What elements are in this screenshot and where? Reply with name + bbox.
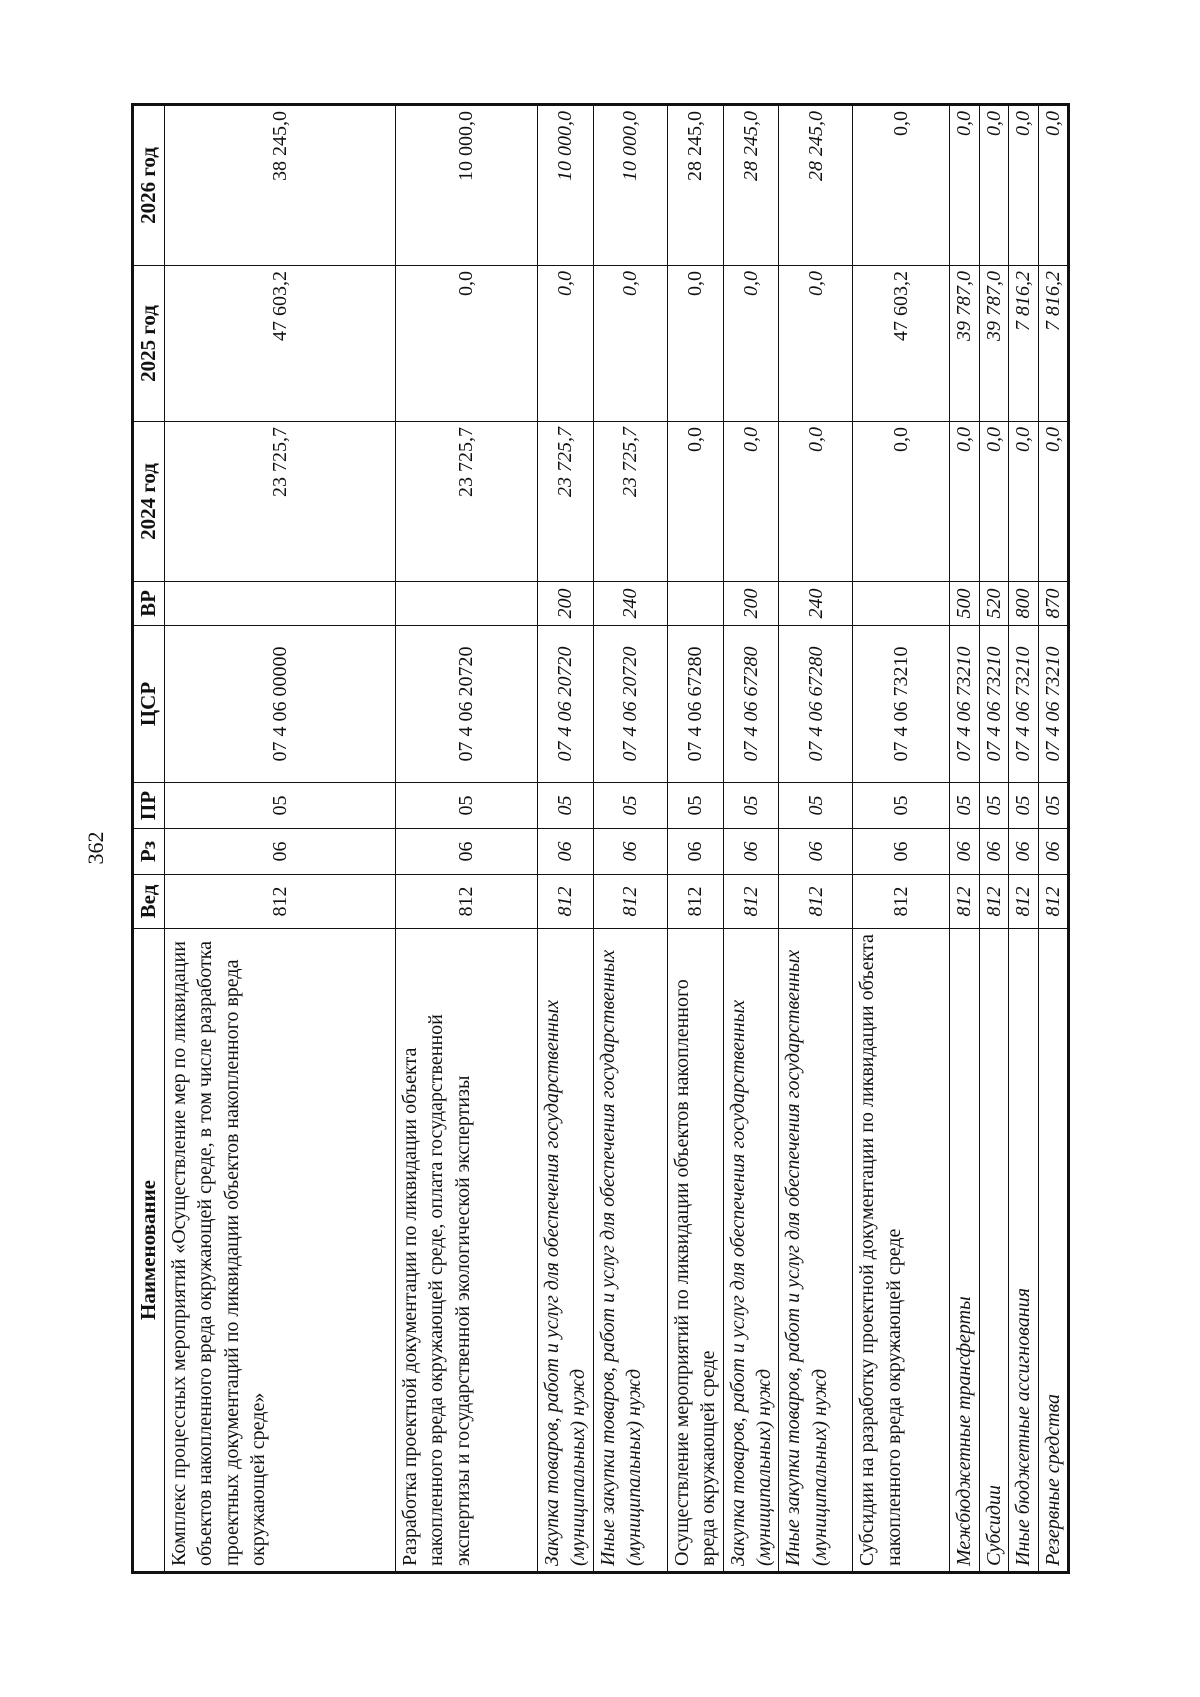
table-header-row <box>134 106 165 1572</box>
cell-2025: 7 816,2 <box>1038 266 1067 422</box>
cell-csr: 07 4 06 20720 <box>593 626 667 783</box>
cell-ved: 812 <box>165 875 396 929</box>
cell-2026: 28 245,0 <box>667 106 723 266</box>
cell-2026: 38 245,0 <box>165 106 396 266</box>
cell-rz: 06 <box>396 829 538 875</box>
cell-rz: 06 <box>1038 829 1067 875</box>
budget-table <box>133 105 1068 1572</box>
cell-2024: 0,0 <box>667 422 723 582</box>
header-2025: 2025 год <box>134 266 165 422</box>
table-row <box>979 106 1008 1572</box>
cell-ved: 812 <box>723 875 779 929</box>
cell-csr: 07 4 06 20720 <box>538 626 594 783</box>
header-2026: 2026 год <box>134 106 165 266</box>
cell-pr: 05 <box>950 783 979 829</box>
cell-ved: 812 <box>853 875 950 929</box>
cell-pr: 05 <box>853 783 950 829</box>
table-row <box>779 106 853 1572</box>
cell-2024: 0,0 <box>779 422 853 582</box>
cell-ved: 812 <box>950 875 979 929</box>
cell-ved: 812 <box>1009 875 1038 929</box>
cell-vr: 200 <box>538 582 594 626</box>
cell-vr <box>667 582 723 626</box>
cell-2024: 0,0 <box>853 422 950 582</box>
cell-2025: 47 603,2 <box>165 266 396 422</box>
cell-rz: 06 <box>723 829 779 875</box>
cell-pr: 05 <box>779 783 853 829</box>
cell-pr: 05 <box>667 783 723 829</box>
cell-pr: 05 <box>593 783 667 829</box>
cell-2026: 0,0 <box>1009 106 1038 266</box>
cell-2025: 0,0 <box>538 266 594 422</box>
table-row <box>853 106 950 1572</box>
cell-2025: 7 816,2 <box>1009 266 1038 422</box>
cell-2024: 23 725,7 <box>396 422 538 582</box>
cell-csr: 07 4 06 73210 <box>1038 626 1067 783</box>
cell-pr: 05 <box>538 783 594 829</box>
table-row <box>396 106 538 1572</box>
cell-csr: 07 4 06 73210 <box>979 626 1008 783</box>
cell-vr <box>853 582 950 626</box>
cell-vr: 520 <box>979 582 1008 626</box>
cell-2026: 0,0 <box>979 106 1008 266</box>
cell-2026: 0,0 <box>1038 106 1067 266</box>
cell-2024: 0,0 <box>950 422 979 582</box>
cell-name: Иные закупки товаров, работ и услуг для обеспечения государственных (муниципальных) нужд <box>779 929 853 1572</box>
cell-csr: 07 4 06 67280 <box>723 626 779 783</box>
cell-vr: 200 <box>723 582 779 626</box>
cell-ved: 812 <box>396 875 538 929</box>
cell-2025: 0,0 <box>396 266 538 422</box>
cell-2024: 0,0 <box>979 422 1008 582</box>
cell-ved: 812 <box>593 875 667 929</box>
header-csr: ЦСР <box>134 626 165 783</box>
cell-2025: 39 787,0 <box>950 266 979 422</box>
table-row <box>1038 106 1067 1572</box>
table-row <box>165 106 396 1572</box>
cell-name: Субсидии <box>979 929 1008 1572</box>
cell-vr: 800 <box>1009 582 1038 626</box>
cell-rz: 06 <box>1009 829 1038 875</box>
cell-name: Межбюджетные трансферты <box>950 929 979 1572</box>
cell-pr: 05 <box>165 783 396 829</box>
cell-pr: 05 <box>723 783 779 829</box>
cell-ved: 812 <box>667 875 723 929</box>
cell-csr: 07 4 06 73210 <box>950 626 979 783</box>
cell-2024: 23 725,7 <box>165 422 396 582</box>
cell-pr: 05 <box>1009 783 1038 829</box>
cell-name: Разработка проектной документации по ликвидации объекта накопленного вреда окружающей среде, оплата государственной экспертизы и государственной экологической экспертизы <box>396 929 538 1572</box>
cell-csr: 07 4 06 73210 <box>853 626 950 783</box>
cell-name: Иные закупки товаров, работ и услуг для обеспечения государственных (муниципальных) нужд <box>593 929 667 1572</box>
cell-name: Субсидии на разработку проектной документации по ликвидации объекта накопленного вреда окружающей среде <box>853 929 950 1572</box>
cell-2024: 23 725,7 <box>538 422 594 582</box>
cell-pr: 05 <box>396 783 538 829</box>
cell-rz: 06 <box>538 829 594 875</box>
cell-2025: 47 603,2 <box>853 266 950 422</box>
cell-2025: 39 787,0 <box>979 266 1008 422</box>
cell-2026: 0,0 <box>853 106 950 266</box>
cell-2026: 10 000,0 <box>593 106 667 266</box>
cell-pr: 05 <box>979 783 1008 829</box>
cell-csr: 07 4 06 20720 <box>396 626 538 783</box>
cell-rz: 06 <box>853 829 950 875</box>
cell-2024: 0,0 <box>1038 422 1067 582</box>
cell-vr: 870 <box>1038 582 1067 626</box>
header-ved: Вед <box>134 875 165 929</box>
cell-name: Комплекс процессных мероприятий «Осуществление мер по ликвидации объектов накопленного вреда окружающей среде, в том числе разработка проектных документаций по ликвидации объектов накопленного вреда окружающей среде» <box>165 929 396 1572</box>
cell-csr: 07 4 06 73210 <box>1009 626 1038 783</box>
cell-rz: 06 <box>593 829 667 875</box>
cell-vr: 240 <box>593 582 667 626</box>
cell-ved: 812 <box>779 875 853 929</box>
table-row <box>538 106 594 1572</box>
cell-2026: 28 245,0 <box>779 106 853 266</box>
cell-2025: 0,0 <box>593 266 667 422</box>
cell-name: Резервные средства <box>1038 929 1067 1572</box>
cell-2024: 0,0 <box>1009 422 1038 582</box>
cell-ved: 812 <box>1038 875 1067 929</box>
cell-vr <box>396 582 538 626</box>
table-row <box>723 106 779 1572</box>
cell-2026: 0,0 <box>950 106 979 266</box>
table-row <box>667 106 723 1572</box>
header-name: Наименование <box>134 929 165 1572</box>
cell-vr <box>165 582 396 626</box>
cell-ved: 812 <box>538 875 594 929</box>
cell-2026: 10 000,0 <box>396 106 538 266</box>
cell-csr: 07 4 06 00000 <box>165 626 396 783</box>
table-body <box>165 106 1068 1572</box>
cell-name: Осуществление мероприятий по ликвидации объектов накопленного вреда окружающей среде <box>667 929 723 1572</box>
cell-2025: 0,0 <box>779 266 853 422</box>
cell-rz: 06 <box>165 829 396 875</box>
header-vr: ВР <box>134 582 165 626</box>
cell-2024: 0,0 <box>723 422 779 582</box>
cell-rz: 06 <box>950 829 979 875</box>
cell-rz: 06 <box>779 829 853 875</box>
cell-pr: 05 <box>1038 783 1067 829</box>
header-rz: Рз <box>134 829 165 875</box>
table-row <box>1009 106 1038 1572</box>
cell-2025: 0,0 <box>667 266 723 422</box>
cell-2024: 23 725,7 <box>593 422 667 582</box>
cell-csr: 07 4 06 67280 <box>779 626 853 783</box>
cell-rz: 06 <box>667 829 723 875</box>
page-number: 362 <box>83 831 108 865</box>
header-2024: 2024 год <box>134 422 165 582</box>
cell-name: Закупка товаров, работ и услуг для обеспечения государственных (муниципальных) нужд <box>723 929 779 1572</box>
cell-2026: 28 245,0 <box>723 106 779 266</box>
cell-vr: 500 <box>950 582 979 626</box>
cell-2026: 10 000,0 <box>538 106 594 266</box>
cell-name: Закупка товаров, работ и услуг для обеспечения государственных (муниципальных) нужд <box>538 929 594 1572</box>
header-pr: ПР <box>134 783 165 829</box>
table-row <box>950 106 979 1572</box>
cell-ved: 812 <box>979 875 1008 929</box>
table-row <box>593 106 667 1572</box>
rotated-table-wrapper <box>133 106 1064 1572</box>
cell-2025: 0,0 <box>723 266 779 422</box>
cell-name: Иные бюджетные ассигнования <box>1009 929 1038 1572</box>
cell-rz: 06 <box>979 829 1008 875</box>
cell-vr: 240 <box>779 582 853 626</box>
cell-csr: 07 4 06 67280 <box>667 626 723 783</box>
